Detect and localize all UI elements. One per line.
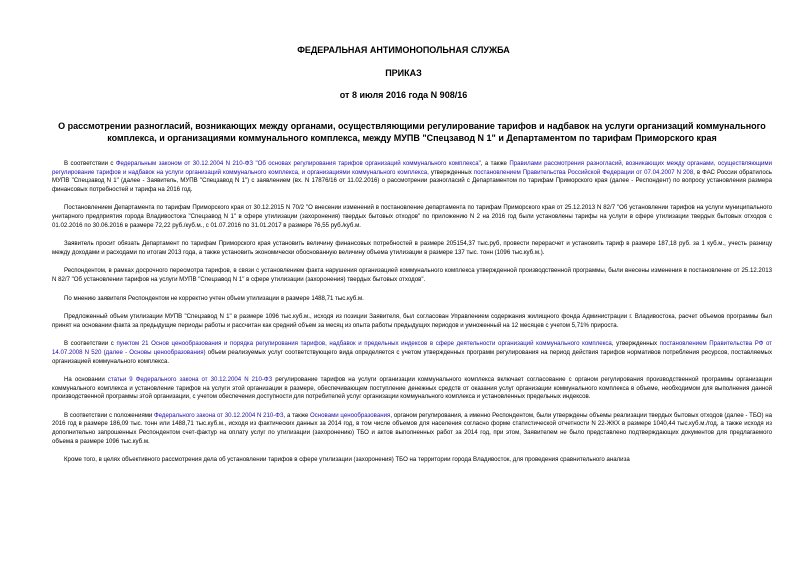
legal-reference-link[interactable]: Федерального закона от 30.12.2004 N 210-ФЗ xyxy=(154,411,284,419)
document-body xyxy=(52,160,772,475)
body-paragraph xyxy=(52,313,772,330)
legal-reference-link[interactable]: пунктом 21 Основ ценообразования и порядка регулирования тарифов, надбавок и предельных индексов в сфере деятельности организаций коммунального комплекса xyxy=(116,340,612,348)
body-paragraph xyxy=(52,340,772,366)
body-paragraph xyxy=(52,412,772,446)
paragraph-text: Заявитель просит обязать Департамент по тарифам Приморского края установить величину финансовых потребностей в размере 205154,37 тыс.руб, провести перерасчет и установить тариф в размере 187,18 руб. за 1 куб.м., учесть разницу между доходами и расходами по итогам 2013 года, а также установить экономически обоснованную величину объема утилизации в размере 137 тыс. тонн (1096 тыс.куб.м.). xyxy=(52,240,772,256)
legal-reference-link[interactable]: статьи 9 Федерального закона от 30.12.2004 N 210-ФЗ xyxy=(107,376,273,384)
paragraph-text: Респондентом, в рамках досрочного пересмотра тарифов, в связи с установлением факта нарушения организацией коммунального комплекса утвержденной производственной программы, были внесены изменения в постановление от 25.12.2013 N 82/7 "Об установлении тарифов на услуги МУПВ "Спецзавод N 1" в сфере утилизации (захоронения) твердых бытовых отходов". xyxy=(52,267,772,283)
paragraph-text: Предложенный объем утилизации МУПВ "Спецзавод N 1" в размере 1096 тыс.куб.м., исходя из позиции Заявителя, был согласован Управлением содержания жилищного фонда Администрации г. Владивостока, расчет объемов программы был принят на основании факта за предыдущие периоды работы и рассчитан как средний объем за месяц из опыта работы предыдущих периодов и умноженный на 12 месяцев с учетом 5,71% прироста. xyxy=(52,313,772,329)
body-paragraph xyxy=(52,295,772,304)
paragraph-text: , а также xyxy=(480,160,510,167)
paragraph-text: Кроме того, в целях объективного рассмотрения дела об установлении тарифов в сфере утилизации (захоронения) ТБО на территории города Владивосток, для проведения сравнительного анализа xyxy=(64,456,630,464)
paragraph-text: , в ФАС России обратилось МУПВ "Спецзавод N 1" (далее - Заявитель, МУПВ "Спецзавод N 1") с заявлением (вх. N 17876/16 от 11.02.2016) о рассмотрении разногласий с Департаментом по тарифам Приморского края (далее - Респондент) по вопросу установления размера финансовых потребностей и тарифа на 2016 год. xyxy=(52,168,772,193)
document-title: О рассмотрении разногласий, возникающих между органами, осуществляющими регулирование тарифов и надбавок на услуги организаций коммунального комплекса, и организациями коммунального комплекса, между МУПВ "Спецзавод N 1" и Департаментом по тарифам Приморского края xyxy=(58,121,766,143)
legal-reference-link[interactable]: Основами ценообразования xyxy=(310,411,391,419)
legal-reference-link[interactable]: Правилами рассмотрения разногласий, возникающих между органами, осуществляющими регулирование тарифов и надбавок на услуги организаций коммунального комплекса, и организациями коммунального комплекса, xyxy=(52,160,772,176)
paragraph-text: , а также xyxy=(283,411,311,419)
paragraph-text: , утвержденных xyxy=(611,340,660,348)
body-paragraph xyxy=(52,267,772,284)
body-paragraph xyxy=(52,240,772,257)
body-paragraph xyxy=(52,160,772,194)
date-number-heading: от 8 июля 2016 года N 908/16 xyxy=(339,90,468,100)
paragraph-text: утвержденных xyxy=(428,168,474,176)
agency-heading: ФЕДЕРАЛЬНАЯ АНТИМОНОПОЛЬНАЯ СЛУЖБА xyxy=(297,45,510,55)
paragraph-text: В соответствии с xyxy=(64,340,117,348)
paragraph-text: , органом регулирования, а именно Респондентом, были утверждены объемы реализации твердых бытовых отходов (далее - ТБО) на 2016 год в размере 186,09 тыс. тонн или 1488,71 тыс.куб.м., исходя из фактических данных за 2014 год, в том числе объемов для населения согласно форме статистической отчетности N 22-ЖКХ в размере 1040,44 тыс.куб.м./год, а также исходя из дополнительно запрошенных Респондентом счет-фактур на оплату услуг по утилизации (захоронению) ТБО и актов выполненных работ за 2014 год, при этом, Заявителем не было представлено подтверждающих документов для предлагаемого объема в размере 1096 тыс.куб.м. xyxy=(52,411,773,445)
legal-reference-link[interactable]: постановлением Правительства Российской Федерации от 07.04.2007 N 208 xyxy=(473,168,694,176)
paragraph-text: Постановлением Департамента по тарифам Приморского края от 30.12.2015 N 70/2 "О внесении изменений в постановление департамента по тарифам Приморского края от 25.12.2013 N 82/7 "Об установлении тарифов на услуги муниципального унитарного предприятия города Владивостока "Спецзавод N 1" в сфере утилизации (захоронения) твердых бытовых отходов" по приложению N 2 на 2016 год были установлены тарифы на услуги в сфере утилизации твердых бытовых отходов с 01.02.2016 по 30.06.2016 в размере 72,22 руб./куб.м., с 01.07.2016 по 31.01.2017 в размере 76,55 руб./куб.м. xyxy=(52,204,772,229)
legal-reference-link[interactable]: постановлением Правительства РФ от 14.07.2008 N 520 (далее - Основы ценообразования) xyxy=(52,340,772,356)
paragraph-text: регулирование тарифов на услуги организации коммунального комплекса включает согласование с органом регулирования производственной программы организации коммунального комплекса и установление тарифов на услуги этой организации в размере, обеспечивающем поступление денежных средств от оказания услуг организации коммунального комплекса в объеме, необходимом для выполнения данной производственной программы этой организации, с учетом обеспечения доступности для потребителей услуг организации коммунального комплекса и установленных предельных индексов. xyxy=(52,376,772,401)
legal-reference-link[interactable]: Федеральным законом от 30.12.2004 N 210-ФЗ "Об основах регулирования тарифов организаций коммунального комплекса" xyxy=(115,160,481,167)
body-paragraph xyxy=(52,204,772,230)
paragraph-text: На основании xyxy=(64,376,108,384)
doc-type-heading: ПРИКАЗ xyxy=(385,68,422,78)
body-paragraph xyxy=(52,456,772,465)
body-paragraph xyxy=(52,376,772,402)
paragraph-text: В соответствии с положениями xyxy=(64,411,155,419)
paragraph-text: По мнению заявителя Респондентом не корректно учтен объем утилизации в размере 1488,71 тыс.куб.м. xyxy=(64,294,364,302)
paragraph-text: объем реализуемых услуг соответствующего вида определяется с учетом утвержденных программ регулирования на период действия тарифов нормативов потребления ресурсов, поставляемых организацией коммунального комплекса. xyxy=(52,348,772,365)
paragraph-text: В соответствии с xyxy=(64,160,116,167)
